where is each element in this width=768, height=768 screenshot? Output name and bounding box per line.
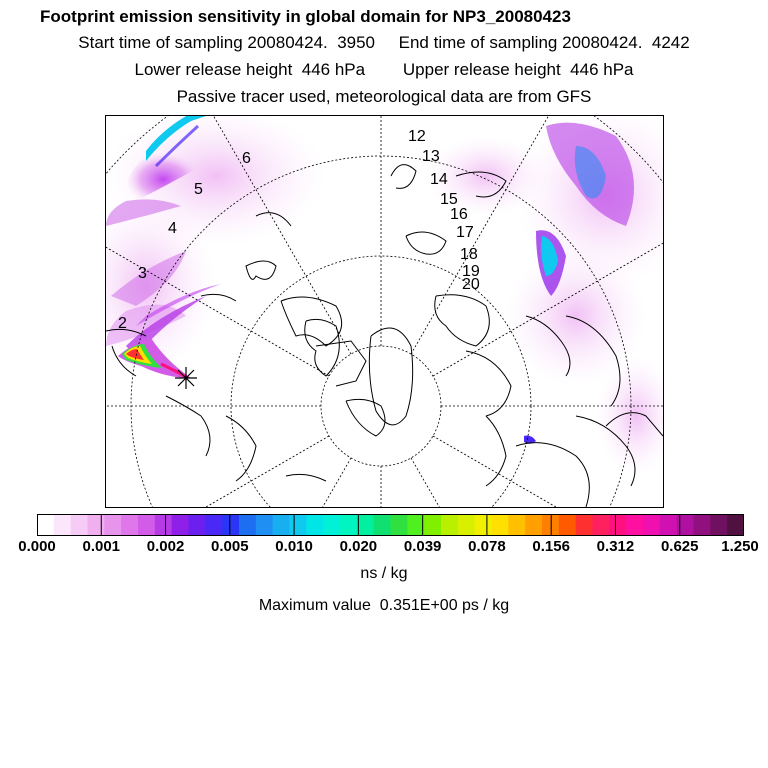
colorbar-swatch bbox=[121, 514, 138, 536]
colorbar-swatch bbox=[727, 514, 744, 536]
colorbar-swatch bbox=[542, 514, 559, 536]
day-label-12: 12 bbox=[408, 128, 426, 145]
plot-title: Footprint emission sensitivity in global domain for NP3_20080423 bbox=[40, 7, 571, 26]
colorbar-swatch bbox=[508, 514, 525, 536]
release-height-line: Lower release height 446 hPa Upper release height 446 hPa bbox=[134, 60, 634, 79]
colorbar-swatch bbox=[104, 514, 121, 536]
colorbar-swatch bbox=[239, 514, 256, 536]
colorbar-tick-label: 0.001 bbox=[82, 538, 121, 555]
colorbar-swatch bbox=[37, 514, 54, 536]
colorbar-tick-label: 0.002 bbox=[146, 538, 185, 555]
colorbar-swatch bbox=[660, 514, 677, 536]
colorbar-swatch bbox=[593, 514, 610, 536]
colorbar-swatch bbox=[172, 514, 189, 536]
map-panel bbox=[105, 115, 664, 508]
colorbar-swatch bbox=[273, 514, 290, 536]
colorbar-swatch bbox=[205, 514, 222, 536]
colorbar-tick-label: 0.000 bbox=[18, 538, 56, 555]
colorbar-swatch bbox=[306, 514, 323, 536]
colorbar bbox=[37, 514, 744, 536]
colorbar-tick-label: 0.010 bbox=[275, 538, 313, 555]
colorbar-swatch bbox=[576, 514, 593, 536]
colorbar-swatch bbox=[357, 514, 374, 536]
colorbar-swatch bbox=[525, 514, 542, 536]
day-label-3: 3 bbox=[138, 265, 147, 282]
colorbar-tick-label: 1.250 bbox=[721, 538, 759, 555]
polar-stereographic-map bbox=[106, 116, 663, 507]
colorbar-tick-label: 0.078 bbox=[468, 538, 506, 555]
colorbar-unit: ns / kg bbox=[360, 565, 408, 582]
tracer-info-line: Passive tracer used, meteorological data are from GFS bbox=[176, 87, 592, 106]
colorbar-swatch bbox=[407, 514, 424, 536]
colorbar-swatch bbox=[643, 514, 660, 536]
colorbar-swatch bbox=[256, 514, 273, 536]
colorbar-swatch bbox=[475, 514, 492, 536]
colorbar-tick-label: 0.312 bbox=[596, 538, 635, 555]
day-label-13: 13 bbox=[422, 148, 440, 165]
day-label-14: 14 bbox=[430, 171, 448, 188]
colorbar-swatch bbox=[323, 514, 340, 536]
day-label-4: 4 bbox=[168, 220, 177, 237]
colorbar-swatch bbox=[340, 514, 357, 536]
colorbar-tick-label: 0.156 bbox=[532, 538, 570, 555]
colorbar-swatch bbox=[559, 514, 576, 536]
day-label-5: 5 bbox=[194, 181, 203, 198]
colorbar-swatch bbox=[71, 514, 88, 536]
colorbar-swatch bbox=[458, 514, 475, 536]
asterisk-icon bbox=[175, 367, 197, 389]
colorbar-swatch bbox=[626, 514, 643, 536]
colorbar-swatch bbox=[189, 514, 206, 536]
day-label-16: 16 bbox=[450, 206, 468, 223]
colorbar-swatch bbox=[222, 514, 239, 536]
colorbar-swatch bbox=[290, 514, 307, 536]
colorbar-tick-label: 0.625 bbox=[660, 538, 699, 555]
colorbar-swatch bbox=[88, 514, 105, 536]
day-label-20: 20 bbox=[462, 276, 480, 293]
maximum-value-label: Maximum value 0.351E+00 ps / kg bbox=[258, 597, 510, 614]
day-label-2: 2 bbox=[118, 315, 127, 332]
colorbar-swatch bbox=[609, 514, 626, 536]
colorbar-swatch bbox=[54, 514, 71, 536]
colorbar-swatch bbox=[492, 514, 509, 536]
colorbar-tick-label: 0.039 bbox=[403, 538, 442, 555]
day-label-18: 18 bbox=[460, 246, 478, 263]
day-label-6: 6 bbox=[242, 150, 251, 167]
day-label-15: 15 bbox=[440, 191, 458, 208]
sampling-time-line: Start time of sampling 20080424. 3950 End time of sampling 20080424. 4242 bbox=[78, 33, 690, 52]
colorbar-tick-label: 0.020 bbox=[339, 538, 378, 555]
colorbar-swatch bbox=[155, 514, 172, 536]
day-label-19: 19 bbox=[462, 263, 480, 280]
colorbar-swatch bbox=[138, 514, 155, 536]
colorbar-swatch bbox=[441, 514, 458, 536]
colorbar-tick-label: 0.005 bbox=[211, 538, 249, 555]
colorbar-swatch bbox=[694, 514, 711, 536]
day-label-17: 17 bbox=[456, 224, 474, 241]
colorbar-swatch bbox=[710, 514, 727, 536]
colorbar-swatch bbox=[374, 514, 391, 536]
colorbar-swatch bbox=[391, 514, 408, 536]
colorbar-swatch bbox=[424, 514, 441, 536]
